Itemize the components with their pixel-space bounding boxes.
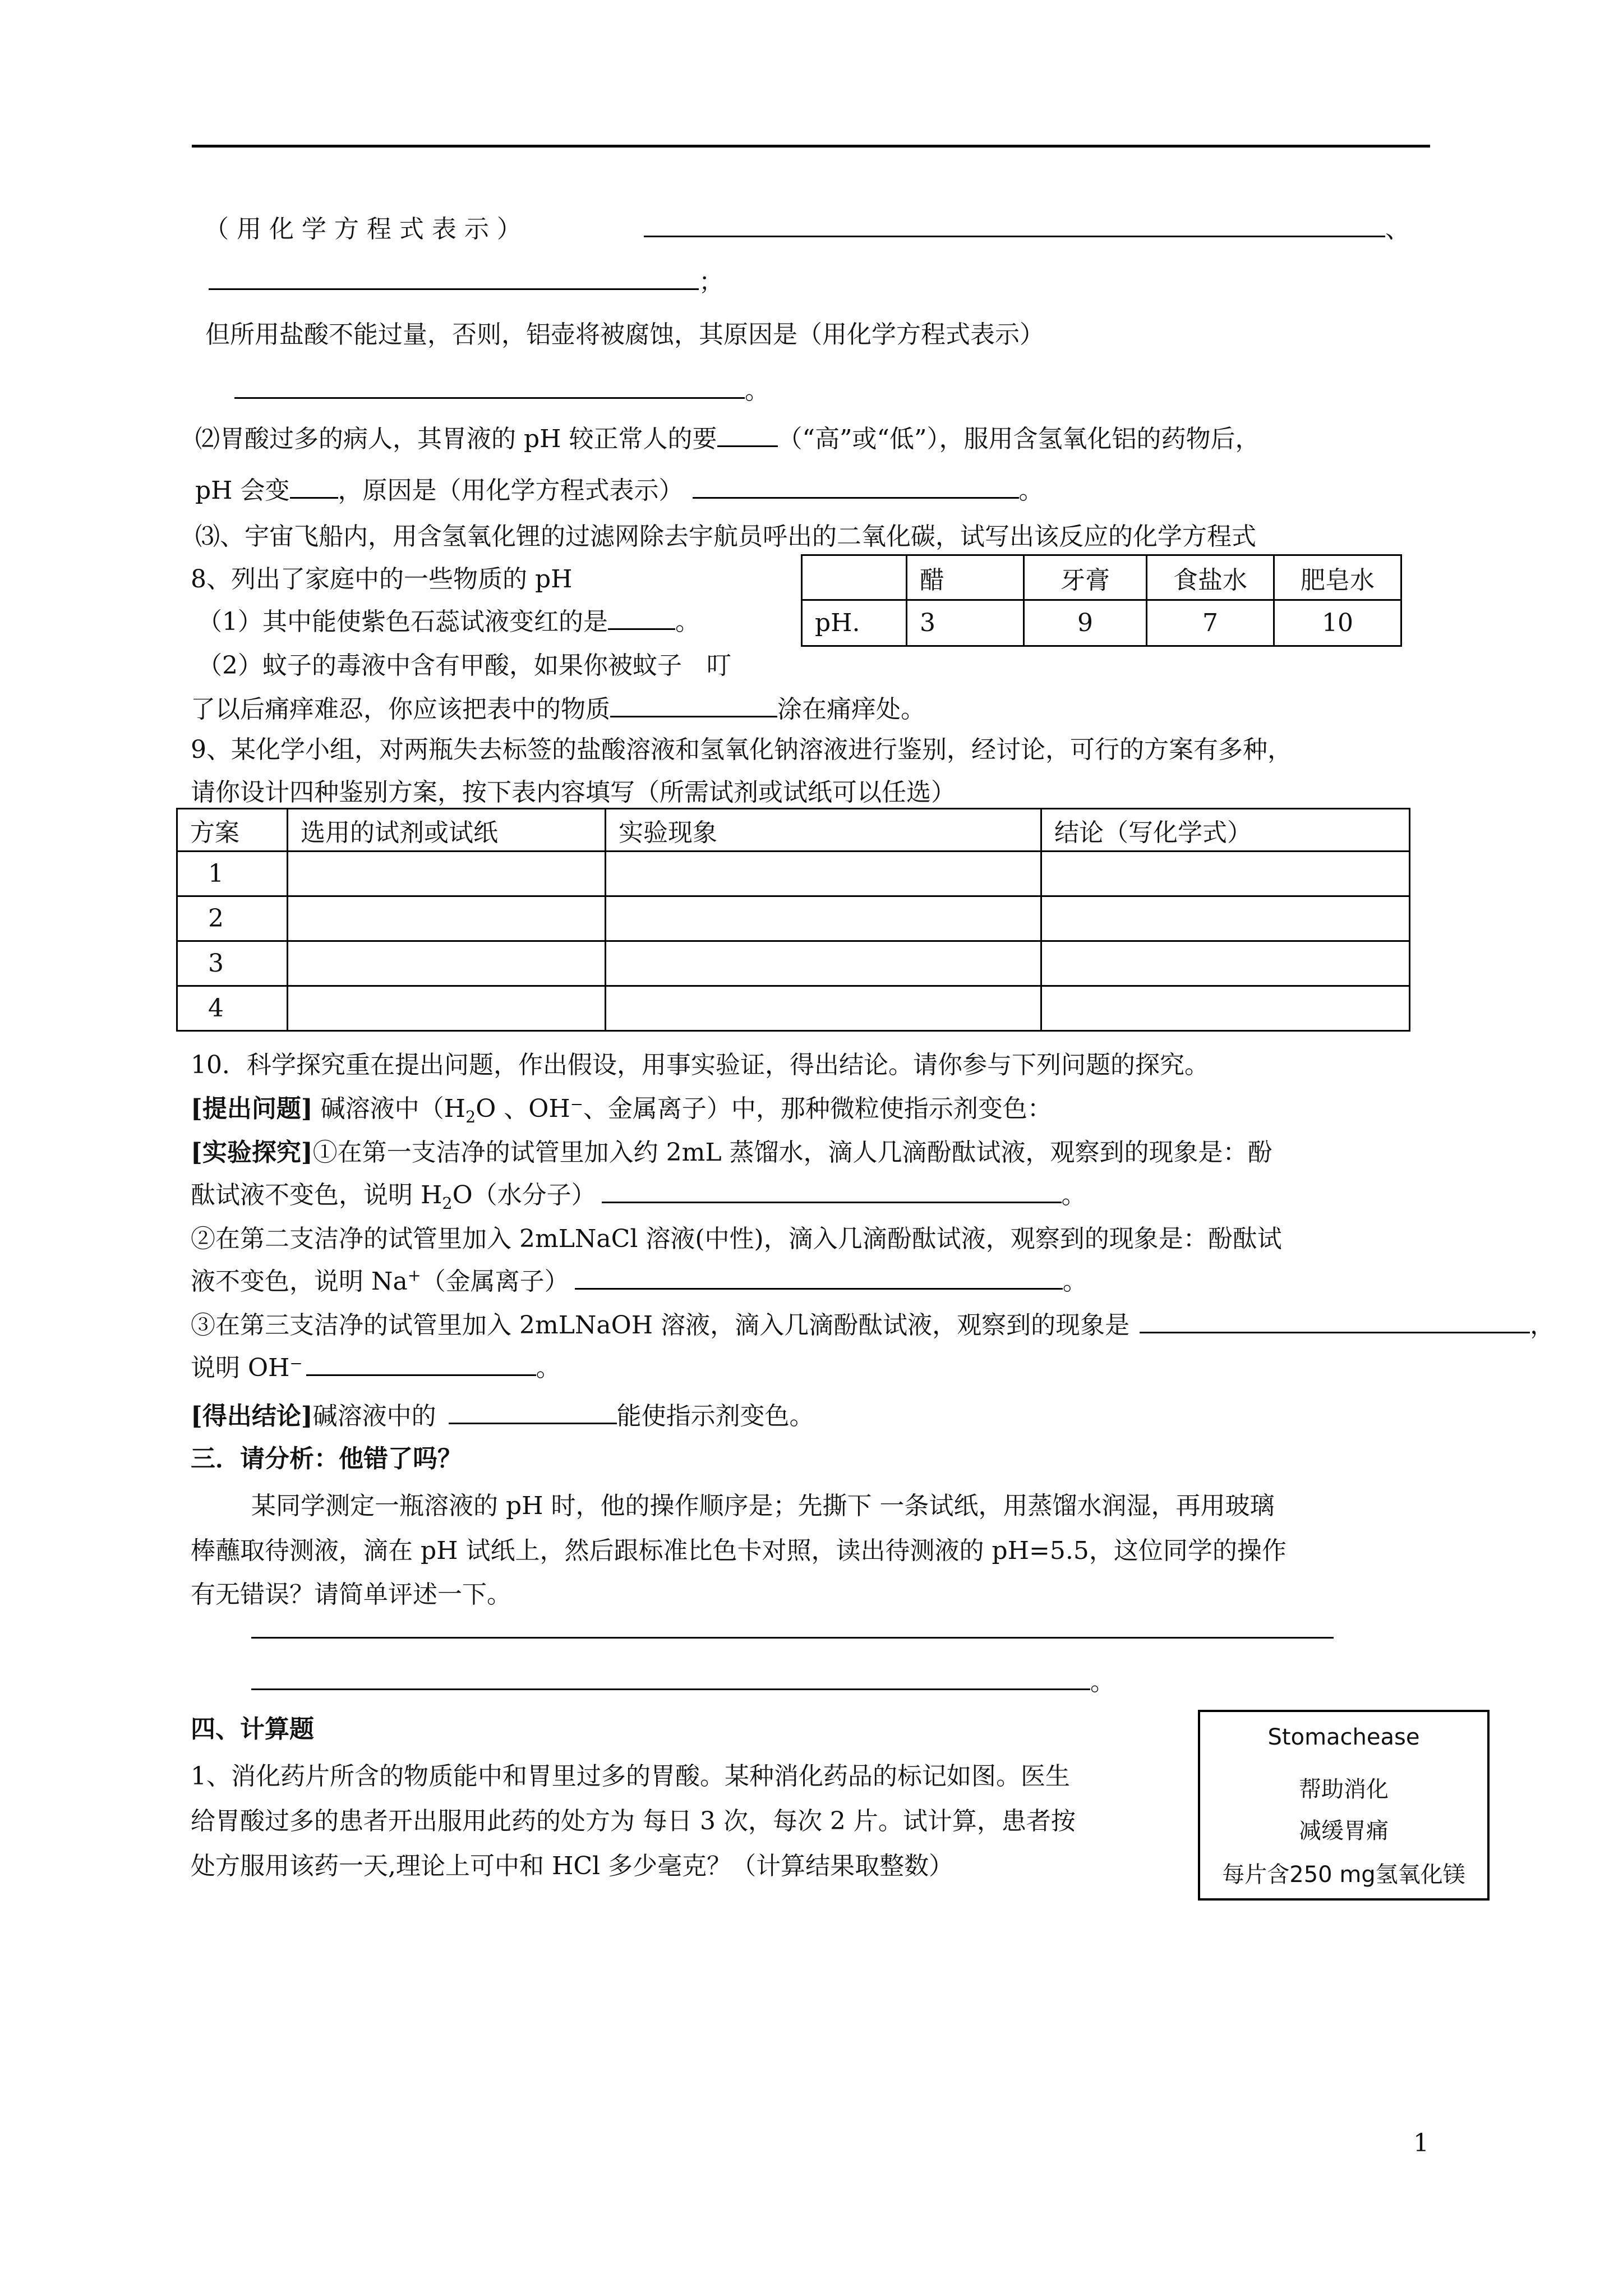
q9-col-conclusion: 结论（写化学式） <box>1041 809 1410 852</box>
section3-answer-line-2[interactable]: 。 <box>251 1662 1115 1697</box>
ph-vinegar-value: 3 <box>907 600 1024 646</box>
q7-part2-line2: pH 会变 ，原因是（用化学方程式表示） 。 <box>195 470 1044 506</box>
section4-line3: 处方服用该药一天,理论上可中和 HCl 多少毫克？（计算结果取整数） <box>191 1852 954 1880</box>
q10-ask: [提出问题] 碱溶液中（$H_2O$ 、OH⁻、金属离子）中，那种微粒使指示剂变色： <box>191 1094 1052 1126</box>
ph-table-row <box>802 600 1401 646</box>
q9-table-row <box>177 941 1410 986</box>
ph-table-corner <box>802 555 907 600</box>
q9-conclusion-cell[interactable] <box>1041 852 1410 896</box>
page-number: 1 <box>1413 2129 1429 2157</box>
q9-plan-number: 3 <box>177 941 288 986</box>
q10-exp2-line2: 液不变色，说明 Na+（金属离子） 。 <box>191 1261 1087 1297</box>
q7-eq-label: （ 用 化 学 方 程 式 表 示 ） <box>204 215 522 243</box>
section3-para-line2: 棒蘸取待测液，滴在 pH 试纸上，然后跟标准比色卡对照，读出待测液的 pH=5.5，这位同学的操作 <box>191 1536 1287 1565</box>
q9-table <box>176 808 1410 1032</box>
q7-part2-line1: ⑵胃酸过多的病人，其胃液的 pH 较正常人的要 （“高”或“低”），服用含氢氧化铝的药物后， <box>195 418 1260 454</box>
q9-reagent-cell[interactable] <box>288 896 606 941</box>
q9-col-reagent: 选用的试剂或试纸 <box>288 809 606 852</box>
q7-excess-text: 但所用盐酸不能过量，否则，铝壶将被腐蚀，其原因是（用化学方程式表示） <box>205 320 1044 349</box>
q9-phenomenon-cell[interactable] <box>606 941 1041 986</box>
ph-col-soapwater: 肥皂水 <box>1274 555 1401 600</box>
blank-particle[interactable] <box>449 1397 617 1424</box>
q9-line2: 请你设计四种鉴别方案，按下表内容填写（所需试剂或试纸可以任选） <box>191 778 956 807</box>
q9-reagent-cell[interactable] <box>288 941 606 986</box>
label-line-dose: 每片含250 mg氢氧化镁 <box>1222 1862 1465 1888</box>
q9-col-phenomenon: 实验现象 <box>606 809 1041 852</box>
q7-answer-line-2[interactable]: ； <box>209 261 723 297</box>
q9-line1: 9、某化学小组，对两瓶失去标签的盐酸溶液和氢氧化钠溶液进行鉴别，经讨论，可行的方案有多种， <box>191 735 1292 764</box>
q9-table-row <box>177 896 1410 941</box>
header-rule <box>192 145 1430 148</box>
blank-equation[interactable] <box>693 471 1019 499</box>
blank-naoh-phenomenon[interactable] <box>1140 1306 1530 1333</box>
ph-soapwater-value: 10 <box>1274 600 1401 646</box>
blank-ion-conclusion[interactable] <box>575 1262 1063 1290</box>
q10-exp3-line2: 说明 OH⁻ 。 <box>191 1347 561 1383</box>
q9-phenomenon-cell[interactable] <box>606 986 1041 1031</box>
q9-col-plan: 方案 <box>177 809 288 852</box>
ph-col-saltwater: 食盐水 <box>1147 555 1274 600</box>
label-brand: Stomachease <box>1267 1724 1420 1750</box>
q8-sub2: （2）蚊子的毒液中含有甲酸，如果你被蚊子 叮 <box>197 651 731 680</box>
section3-para-line3: 有无错误？请简单评述一下。 <box>191 1580 511 1609</box>
section3-para-line1: 某同学测定一瓶溶液的 pH 时，他的操作顺序是；先撕下 一条试纸，用蒸馏水润湿，再用玻璃 <box>251 1492 1275 1520</box>
q10-conclusion: [得出结论]碱溶液中的 能使指示剂变色。 <box>191 1396 814 1432</box>
q9-table-row <box>177 986 1410 1031</box>
section3-title: 三．请分析：他错了吗？ <box>191 1444 462 1473</box>
q9-plan-number: 2 <box>177 896 288 941</box>
ph-col-toothpaste: 牙膏 <box>1024 555 1147 600</box>
q8-sub1: （1）其中能使紫色石蕊试液变红的是 。 <box>197 601 700 637</box>
q9-table-row <box>177 852 1410 896</box>
q9-table-header <box>177 809 1410 852</box>
q9-plan-number: 4 <box>177 986 288 1031</box>
section4-title: 四、计算题 <box>191 1715 314 1743</box>
label-line-digest: 帮助消化 <box>1299 1777 1389 1802</box>
blank-ph-change[interactable] <box>290 471 338 499</box>
blank-high-low[interactable] <box>717 420 778 447</box>
label-line-pain: 减缓胃痛 <box>1299 1818 1389 1844</box>
ph-saltwater-value: 7 <box>1147 600 1274 646</box>
ph-table-header <box>802 555 1401 600</box>
q9-conclusion-cell[interactable] <box>1041 896 1410 941</box>
q9-plan-number: 1 <box>177 852 288 896</box>
q8-title: 8、列出了家庭中的一些物质的 pH <box>191 565 573 593</box>
q7-answer-line-1[interactable]: 、 <box>644 209 1410 245</box>
q9-reagent-cell[interactable] <box>288 852 606 896</box>
q7-part3: ⑶、宇宙飞船内，用含氢氧化锂的过滤网除去宇航员呼出的二氧化碳，试写出该反应的化学方程式 <box>195 522 1256 551</box>
q9-conclusion-cell[interactable] <box>1041 941 1410 986</box>
blank-oh-conclusion[interactable] <box>306 1349 536 1376</box>
section4-line2: 给胃酸过多的患者开出服用此药的处方为 每日 3 次，每次 2 片。试计算，患者按 <box>191 1807 1076 1835</box>
q9-phenomenon-cell[interactable] <box>606 896 1041 941</box>
section3-answer-line-1[interactable] <box>251 1637 1334 1639</box>
ph-toothpaste-value: 9 <box>1024 600 1147 646</box>
ph-table <box>801 554 1402 647</box>
q10-exp1-line2: 酞试液不变色，说明 $H_2O$（水分子） 。 <box>191 1175 1086 1213</box>
q9-phenomenon-cell[interactable] <box>606 852 1041 896</box>
ph-col-vinegar: 醋 <box>907 555 1024 600</box>
blank-water-conclusion[interactable] <box>602 1176 1062 1203</box>
blank-litmus-red[interactable] <box>608 602 675 630</box>
medicine-label-box <box>1198 1710 1490 1901</box>
q10-intro: 10．科学探究重在提出问题，作出假设，用事实验证，得出结论。请你参与下列问题的探究。 <box>191 1051 1209 1079</box>
section4-line1: 1、消化药片所含的物质能中和胃里过多的胃酸。某种消化药品的标记如图。医生 <box>191 1762 1070 1791</box>
q8-sub2-cont: 了以后痛痒难忍，你应该把表中的物质 涂在痛痒处。 <box>191 689 925 725</box>
q9-reagent-cell[interactable] <box>288 986 606 1031</box>
q10-exp1-line1: [实验探究]①在第一支洁净的试管里加入约 2mL 蒸馏水，滴人几滴酚酞试液，观察到的现象是：酚 <box>191 1138 1272 1167</box>
q7-answer-line-3[interactable]: 。 <box>234 370 769 406</box>
q9-conclusion-cell[interactable] <box>1041 986 1410 1031</box>
q10-exp2-line1: ②在第二支洁净的试管里加入 2mLNaCl 溶液(中性)，滴入几滴酚酞试液，观察到的现象是：酚酞试 <box>191 1225 1282 1253</box>
q10-exp3-line1: ③在第三支洁净的试管里加入 2mLNaOH 溶液，滴入几滴酚酞试液，观察到的现象是 ， <box>191 1305 1555 1341</box>
ph-row-label: pH. <box>802 600 907 646</box>
blank-substance[interactable] <box>610 690 777 717</box>
